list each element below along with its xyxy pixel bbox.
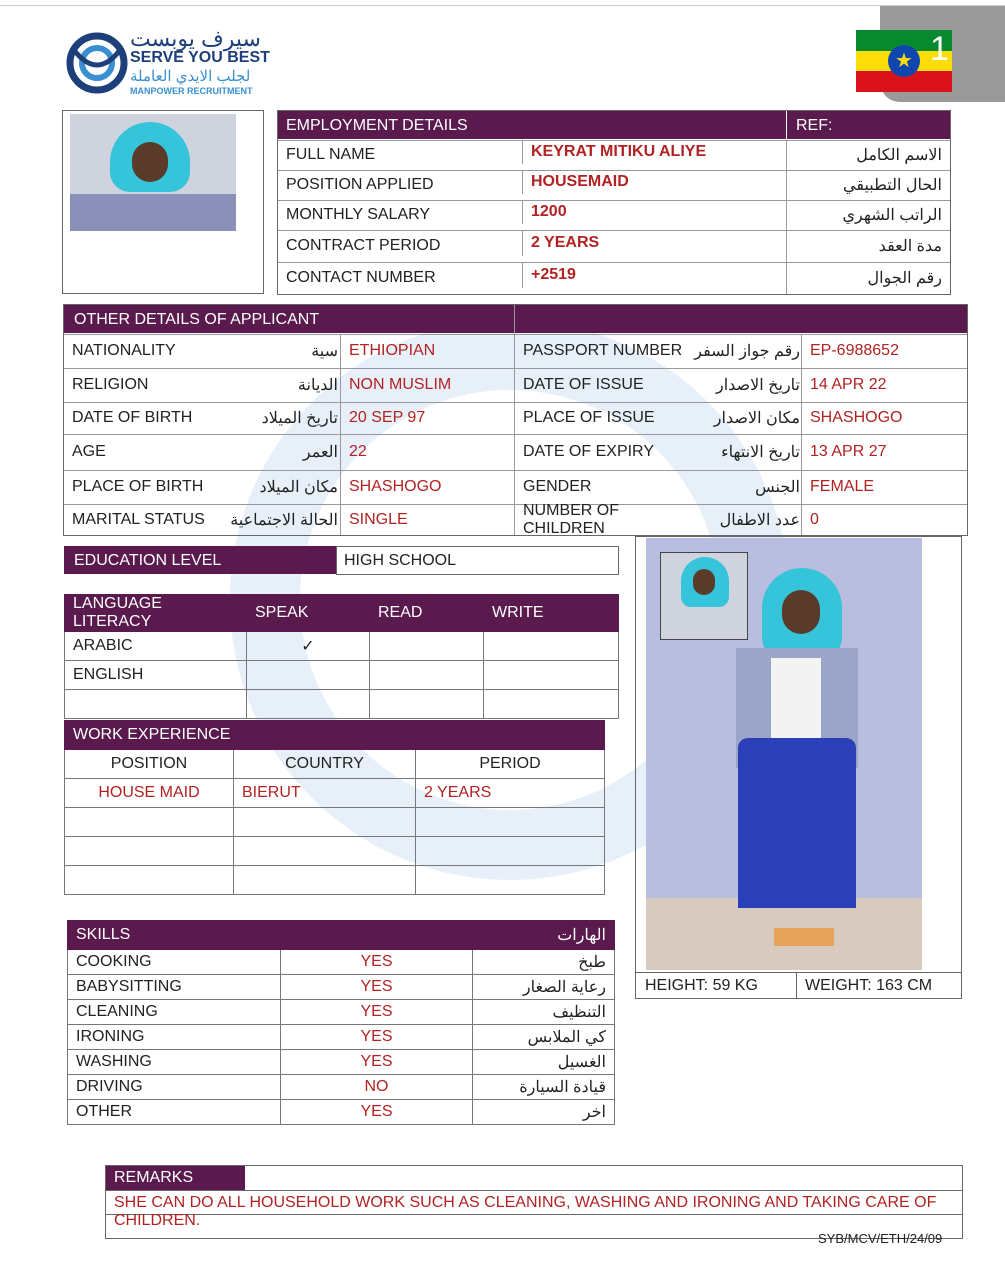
agency-english-name: SERVE YOU BEST xyxy=(130,49,270,66)
other-right-value: FEMALE xyxy=(801,470,967,504)
other-right-label: DATE OF ISSUE xyxy=(523,376,644,393)
other-right-label: PLACE OF ISSUE xyxy=(523,409,655,426)
employment-row-value: HOUSEMAID xyxy=(522,170,786,194)
other-left-label: AGE xyxy=(72,443,106,460)
skill-name: CLEANING xyxy=(68,1000,281,1025)
skill-row xyxy=(68,975,615,1000)
skill-arabic: طبخ xyxy=(473,950,615,975)
other-right-label: NUMBER OF CHILDREN xyxy=(523,501,619,537)
other-left-value: 22 xyxy=(340,434,514,470)
inset-photo xyxy=(660,552,748,640)
language-write xyxy=(484,690,619,719)
other-right-value: EP-6988652 xyxy=(801,334,967,368)
skill-name: OTHER xyxy=(68,1100,281,1125)
work-country: BIERUT xyxy=(234,779,416,808)
language-row xyxy=(65,690,619,719)
language-read xyxy=(370,661,484,690)
skill-name: COOKING xyxy=(68,950,281,975)
skill-name: BABYSITTING xyxy=(68,975,281,1000)
language-name xyxy=(65,690,247,719)
other-header: OTHER DETAILS OF APPLICANT xyxy=(74,311,320,328)
employment-header: EMPLOYMENT DETAILS xyxy=(286,117,468,134)
page-number-badge: 1 xyxy=(930,30,949,68)
employment-row-arabic: الاسم الكامل xyxy=(786,140,950,170)
employment-row-arabic: رقم الجوال xyxy=(786,262,950,294)
measure-divider xyxy=(796,972,797,998)
skill-value: YES xyxy=(281,1100,473,1125)
star-emblem-icon: ★ xyxy=(888,45,920,77)
skill-row xyxy=(68,1025,615,1050)
language-header-row xyxy=(65,595,619,632)
work-row xyxy=(65,837,605,866)
other-left-label: RELIGION xyxy=(72,376,149,393)
work-columns-row xyxy=(65,750,605,779)
other-right-arabic: الجنس xyxy=(755,479,800,496)
skills-header: SKILLS xyxy=(68,921,473,950)
language-write xyxy=(484,661,619,690)
other-right-value: 14 APR 22 xyxy=(801,368,967,402)
work-row xyxy=(65,808,605,837)
work-row xyxy=(65,866,605,895)
skills-table-wrap xyxy=(67,920,615,1125)
language-table-wrap xyxy=(64,594,619,719)
agency-arabic-sub: لجلب الايدي العاملة xyxy=(130,68,251,85)
work-table-wrap xyxy=(64,720,605,895)
skill-row xyxy=(68,950,615,975)
agency-tagline: MANPOWER RECRUITMENT xyxy=(130,86,253,96)
other-left-label: PLACE OF BIRTH xyxy=(72,478,204,495)
other-left-value: SHASHOGO xyxy=(340,470,514,504)
employment-row-arabic: مدة العقد xyxy=(786,230,950,262)
language-speak: ✓ xyxy=(247,632,370,661)
language-row xyxy=(65,632,619,661)
other-right-arabic: تاريخ الاصدار xyxy=(715,377,800,394)
language-col-write: WRITE xyxy=(484,595,619,632)
work-position: HOUSE MAID xyxy=(65,779,234,808)
skill-row xyxy=(68,1075,615,1100)
measure-rule xyxy=(636,972,961,973)
language-col-speak: SPEAK xyxy=(247,595,370,632)
skills-header-arabic: الهارات xyxy=(473,921,615,950)
work-row xyxy=(65,779,605,808)
ref-label: REF: xyxy=(796,117,833,134)
remarks-label: REMARKS xyxy=(114,1169,194,1186)
work-col-position: POSITION xyxy=(65,750,234,779)
work-header-row xyxy=(65,721,605,750)
skill-name: DRIVING xyxy=(68,1075,281,1100)
other-left-value: NON MUSLIM xyxy=(340,368,514,402)
skill-value: YES xyxy=(281,1050,473,1075)
work-position xyxy=(65,808,234,837)
other-right-arabic: مكان الاصدار xyxy=(713,410,800,427)
other-right-value: 0 xyxy=(801,504,967,535)
other-right-label: PASSPORT NUMBER xyxy=(523,342,683,359)
work-period xyxy=(416,837,605,866)
other-left-label: NATIONALITY xyxy=(72,342,176,359)
agency-arabic-name: سيرف يوبست xyxy=(130,26,261,51)
language-name: ENGLISH xyxy=(65,661,247,690)
top-rule xyxy=(0,5,1005,6)
language-col-name: LANGUAGE LITERACY xyxy=(65,595,247,632)
work-period: 2 YEARS xyxy=(416,779,605,808)
remarks-text: SHE CAN DO ALL HOUSEHOLD WORK SUCH AS CLEANING, WASHING AND IRONING AND TAKING CARE OF CHILDREN. xyxy=(114,1194,937,1229)
skill-arabic: كي الملابس xyxy=(473,1025,615,1050)
education-value: HIGH SCHOOL xyxy=(344,552,457,569)
skill-arabic: رعاية الصغار xyxy=(473,975,615,1000)
skill-value: YES xyxy=(281,975,473,1000)
other-left-arabic: سية xyxy=(311,343,338,360)
work-period xyxy=(416,808,605,837)
work-col-country: COUNTRY xyxy=(234,750,416,779)
skill-row xyxy=(68,1000,615,1025)
work-country xyxy=(234,808,416,837)
other-left-arabic: العمر xyxy=(302,444,338,461)
ref-divider xyxy=(786,111,787,139)
other-right-label: GENDER xyxy=(523,478,592,495)
footer-code: SYB/MCV/ETH/24/09 xyxy=(818,1231,943,1246)
other-right-value: 13 APR 27 xyxy=(801,434,967,470)
language-name: ARABIC xyxy=(65,632,247,661)
skill-arabic: اخر xyxy=(473,1100,615,1125)
applicant-photo xyxy=(70,114,236,231)
height-value: HEIGHT: 59 KG xyxy=(645,977,758,994)
employment-row-label: CONTACT NUMBER xyxy=(286,269,436,286)
education-label: EDUCATION LEVEL xyxy=(74,552,222,569)
other-left-arabic: تاريخ الميلاد xyxy=(261,410,338,427)
language-col-read: READ xyxy=(370,595,484,632)
skill-arabic: الغسيل xyxy=(473,1050,615,1075)
language-write xyxy=(484,632,619,661)
employment-row-value: +2519 xyxy=(522,262,786,288)
work-period xyxy=(416,866,605,895)
skill-name: IRONING xyxy=(68,1025,281,1050)
employment-row-label: MONTHLY SALARY xyxy=(286,206,431,223)
weight-value: WEIGHT: 163 CM xyxy=(805,977,933,994)
skill-value: NO xyxy=(281,1075,473,1100)
employment-row-label: FULL NAME xyxy=(286,146,376,163)
other-left-value: SINGLE xyxy=(340,504,514,535)
language-row xyxy=(65,661,619,690)
language-read xyxy=(370,690,484,719)
skill-arabic: التنظيف xyxy=(473,1000,615,1025)
other-right-arabic: رقم جواز السفر xyxy=(694,343,800,360)
skill-row xyxy=(68,1050,615,1075)
language-read xyxy=(370,632,484,661)
employment-row-label: POSITION APPLIED xyxy=(286,176,434,193)
applicant-full-photo xyxy=(646,538,922,970)
other-right-value: SHASHOGO xyxy=(801,402,967,434)
remarks-rule-1 xyxy=(106,1190,962,1191)
other-left-value: 20 SEP 97 xyxy=(340,402,514,434)
other-left-arabic: مكان الميلاد xyxy=(259,479,338,496)
other-left-label: MARITAL STATUS xyxy=(72,510,205,528)
agency-logo xyxy=(66,30,128,96)
work-country xyxy=(234,837,416,866)
work-position xyxy=(65,866,234,895)
other-left-label: DATE OF BIRTH xyxy=(72,409,193,426)
language-speak xyxy=(247,661,370,690)
employment-row-label: CONTRACT PERIOD xyxy=(286,237,441,254)
skill-value: YES xyxy=(281,1000,473,1025)
skill-value: YES xyxy=(281,1025,473,1050)
skill-value: YES xyxy=(281,950,473,975)
work-position xyxy=(65,837,234,866)
skill-name: WASHING xyxy=(68,1050,281,1075)
language-speak xyxy=(247,690,370,719)
skills-header-row xyxy=(68,921,615,950)
work-header: WORK EXPERIENCE xyxy=(65,721,605,750)
employment-row-value: 2 YEARS xyxy=(522,230,786,256)
employment-row-arabic: الراتب الشهري xyxy=(786,200,950,230)
employment-row-arabic: الحال التطبيقي xyxy=(786,170,950,200)
other-left-arabic: الديانة xyxy=(297,377,338,394)
other-left-value: ETHIOPIAN xyxy=(340,334,514,368)
employment-row-value: KEYRAT MITIKU ALIYE xyxy=(522,140,786,164)
other-right-arabic: تاريخ الانتهاء xyxy=(721,444,800,461)
skill-arabic: قيادة السيارة xyxy=(473,1075,615,1100)
work-country xyxy=(234,866,416,895)
skill-row xyxy=(68,1100,615,1125)
other-left-arabic: الحالة الاجتماعية xyxy=(230,511,338,529)
employment-row-value: 1200 xyxy=(522,200,786,224)
work-col-period: PERIOD xyxy=(416,750,605,779)
other-right-arabic: عدد الاطفال xyxy=(719,511,800,529)
other-right-label: DATE OF EXPIRY xyxy=(523,443,654,460)
